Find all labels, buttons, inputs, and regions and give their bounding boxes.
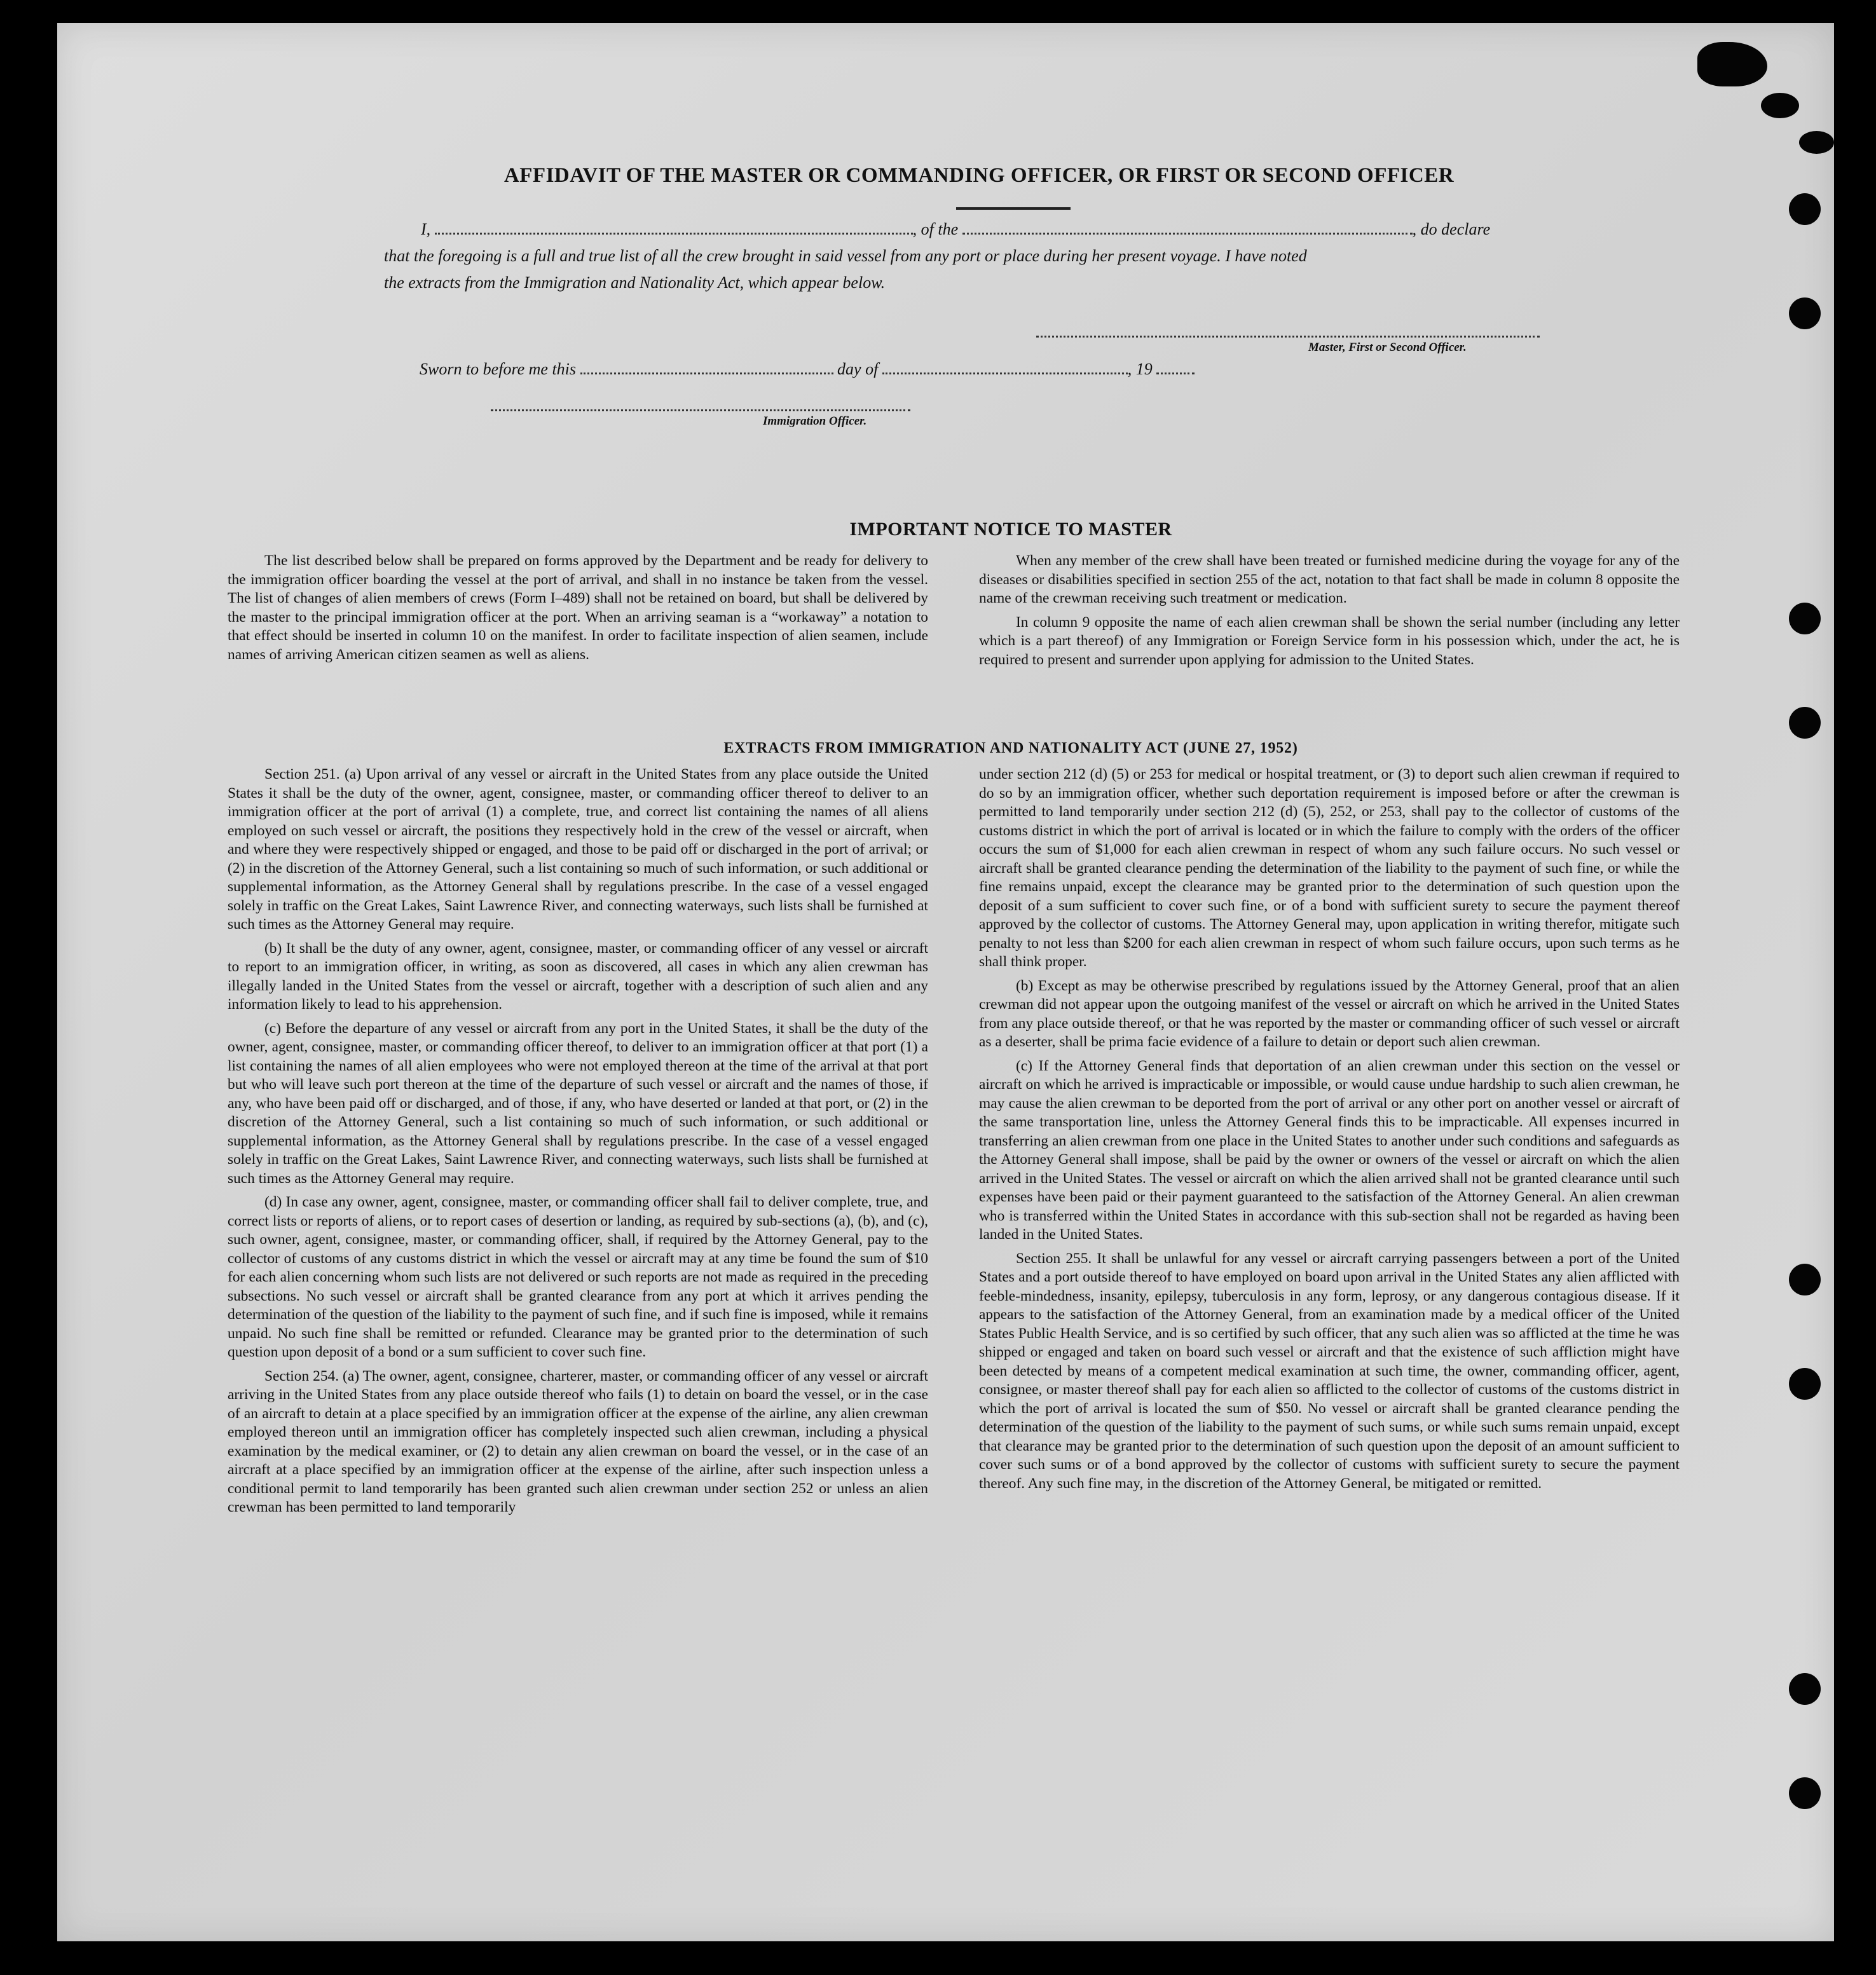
sworn-year: , 19 <box>1127 360 1153 378</box>
torn-edge <box>1761 93 1799 118</box>
binder-hole <box>1789 1777 1821 1809</box>
declaration-line-2: that the foregoing is a full and true list of all the crew brought in said vessel from any port or place during her present voyage. I have noted <box>384 247 1307 265</box>
extract-paragraph: (c) Before the departure of any vessel or aircraft from any port in the United States, it shall be the duty of the owner, agent, consignee, master, or commanding officer thereof, to deliver to an immigration officer at that port (1) a list containing the names of all alien employees who were not employed thereon at the time of the arrival at that port but who will leave such port thereon at the time of the departure of such vessel or aircraft and the names of those, if any, who have been paid off or discharged, and of those, if any, who have deserted or landed at that port, or (2) in the discretion of the Attorney General, such a list containing so much of such information, or such additional or supplemental information, as the Attorney General shall by regulations prescribe. In the case of a vessel engaged solely in traffic on the Great Lakes, Saint Lawrence River, and connecting waterways, such lists shall be furnished at such times as the Attorney General may require. <box>228 1020 928 1187</box>
extracts-right-column <box>979 765 1680 1498</box>
torn-edge <box>1697 42 1767 86</box>
vessel-field[interactable] <box>962 230 1413 235</box>
binder-hole <box>1789 707 1821 739</box>
affidavit-title: AFFIDAVIT OF THE MASTER OR COMMANDING OFFICER, OR FIRST OR SECOND OFFICER <box>503 164 1455 187</box>
binder-hole <box>1789 603 1821 634</box>
document-page <box>57 23 1834 1941</box>
immigration-officer-signature-line[interactable] <box>491 409 910 411</box>
extracts-left-column <box>228 765 928 1522</box>
binder-hole <box>1789 193 1821 225</box>
binder-hole <box>1789 1673 1821 1705</box>
name-field[interactable] <box>435 230 913 235</box>
extracts-title: EXTRACTS FROM IMMIGRATION AND NATIONALITY ACT (JUNE 27, 1952) <box>723 740 1298 756</box>
sworn-line <box>420 360 1195 379</box>
notice-right-paragraph: In column 9 opposite the name of each alien crewman shall be shown the serial number (including any letter which is a part thereof) of any Immigration or Foreign Service form in his possession which, under the act, he is required to present and surrender upon applying for admission to the United States. <box>979 613 1680 668</box>
binder-hole <box>1789 1264 1821 1295</box>
extract-paragraph: (b) Except as may be otherwise prescribed by regulations issued by the Attorney General, proof that an alien crewman did not appear upon the outgoing manifest of the vessel or aircraft on which he arrived in the United States from any place outside thereof, or that he was reported by the master or commanding officer of such vessel or aircraft as a deserter, shall be prima facie evidence of a failure to detain or deport such alien crewman. <box>979 977 1680 1050</box>
extract-paragraph: (c) If the Attorney General finds that deportation of an alien crewman under this section on the vessel or aircraft on which he arrived is impracticable or impossible, or would cause undue hardship to such alien crewman, he may cause the alien crewman to be deported from the port of arrival or any other port on another vessel or aircraft of the same transportation line, unless the Attorney General finds this to be impracticable. All expenses incurred in transferring an alien crewman from one place in the United States to another under such conditions and safeguards as the Attorney General shall impose, shall be paid by the owner or owners of the vessel or aircraft on which the alien arrived in the United States. The vessel or aircraft on which the alien arrived shall not be granted clearance until such expenses have been paid or their payment guaranteed to the satisfaction of the Attorney General. An alien crewman who is transferred within the United States in accordance with this sub-section shall not be regarded as having been landed in the United States. <box>979 1057 1680 1243</box>
extract-paragraph: Section 251. (a) Upon arrival of any vessel or aircraft in the United States from any place outside the United States it shall be the duty of the owner, agent, consignee, master, or commanding officer thereof to deliver to an immigration officer at the port of arrival (1) a complete, true, and correct list containing the names of all aliens employed on such vessel or aircraft, the positions they respectively hold in the crew of the vessel or aircraft, when and where they were respectively shipped or engaged, and those to be paid off or discharged in the port of arrival; or (2) in the discretion of the Attorney General, such a list containing so much of such information, or such additional or supplemental information, as the Attorney General shall by regulations prescribe. In the case of a vessel engaged solely in traffic on the Great Lakes, Saint Lawrence River, and connecting waterways, such lists shall be furnished at such times as the Attorney General may require. <box>228 766 928 933</box>
extract-paragraph: Section 254. (a) The owner, agent, consignee, charterer, master, or commanding officer of any vessel or aircraft arriving in the United States from any place outside thereof who fails (1) to detain on board the vessel, or in the case of an aircraft to detain at a place specified by an immigration officer at the expense of the airline, any alien crewman employed thereon until an immigration officer has completely inspected such alien crewman, including a physical examination by the medical examiner, or (2) to detain any alien crewman on board the vessel, or in the case of an aircraft at a place specified by an immigration officer at the expense of the airline, after such inspection unless a conditional permit to land temporarily has been granted such alien crewman under section 252 or unless an alien crewman has been permitted to land temporarily <box>228 1367 928 1515</box>
torn-edge <box>1799 131 1834 154</box>
declare-do-declare: , do declare <box>1412 220 1491 238</box>
notice-left-paragraph: The list described below shall be prepared on forms approved by the Department and be ready for delivery to the immigration officer boarding the vessel at the port of arrival, and shall in no instance be taken from the vessel. The list of changes of alien members of crews (Form I–489) shall not be retained on board, but shall be delivered by the master to the principal immigration officer at the port. When an arriving seaman is a “workaway” a notation to that effect should be inserted in column 10 on the manifest. In order to facilitate inspection of alien seamen, include names of arriving American citizen seamen as well as aliens. <box>228 552 928 663</box>
master-signature-caption: Master, First or Second Officer. <box>1308 341 1467 354</box>
sworn-prefix: Sworn to before me this <box>420 360 577 378</box>
sworn-year-field[interactable] <box>1156 370 1195 374</box>
notice-right-column <box>979 552 1680 674</box>
declare-of-the: , of the <box>912 220 959 238</box>
immigration-officer-caption: Immigration Officer. <box>763 414 867 428</box>
sworn-day-of: day of <box>837 360 879 378</box>
notice-title: IMPORTANT NOTICE TO MASTER <box>849 519 1172 540</box>
declare-i: I, <box>421 220 431 238</box>
binder-hole <box>1789 297 1821 329</box>
notice-right-paragraph: When any member of the crew shall have been treated or furnished medicine during the voyage for any of the diseases or disabilities specified in section 255 of the act, notation to that fact shall be made in column 8 opposite the name of the crewman receiving such treatment or medication. <box>979 552 1680 606</box>
extract-paragraph: Section 255. It shall be unlawful for any vessel or aircraft carrying passengers between a port of the United States and a port outside thereof to have employed on board upon arrival in the United States any alien afflicted with feeble-mindedness, insanity, epilepsy, tuberculosis in any form, leprosy, or any dangerous contagious disease. If it appears to the satisfaction of the Attorney General, from an examination made by a medical officer of the United States Public Health Service, and is so certified by such officer, that any such alien was so afflicted at the time he was shipped or engaged and taken on board such vessel or aircraft and that the existence of such affliction might have been detected by means of a competent medical examination at such time, the owner, commanding officer, agent, consignee, or master thereof shall pay for each alien so afflicted to the collector of customs of the customs district in which the port of arrival is located the sum of $50. No vessel or aircraft shall be granted clearance pending the determination of the question of the liability to the payment of such sums, or while such sums remain unpaid, except that clearance may be granted prior to the determination of such question upon the deposit of an amount sufficient to cover such sums or of a bond approved by the collector of customs with sufficient surety to secure the payment thereof. Any such fine may, in the discretion of the Attorney General, be mitigated or remitted. <box>979 1250 1680 1492</box>
extract-paragraph: under section 212 (d) (5) or 253 for medical or hospital treatment, or (3) to deport such alien crewman if required to do so by an immigration officer, whether such deportation requirement is imposed before or after the crewman is permitted to land temporarily under section 212 (d) (5), 252, or 253, shall pay to the collector of customs of the customs district in which the port of arrival is located or in which the failure to comply with the orders of the officer occurs the sum of $1,000 for each alien crewman in respect of whom any such failure occurs. No such vessel or aircraft shall be granted clearance pending the determination of the liability to the payment of such fine, or while the fine remains unpaid, except the clearance may be granted prior to the determination of such question upon the deposit of a sum sufficient to cover such fine, or of a bond with sufficient surety to secure the payment thereof approved by the collector of customs. The Attorney General may, upon application in writing therefor, mitigate such penalty to not less than $200 for each alien crewman in respect of whom such failure occurs, upon such terms as he shall think proper. <box>979 766 1680 970</box>
sworn-month-field[interactable] <box>882 370 1128 374</box>
declaration-line-1 <box>421 220 1490 239</box>
extract-paragraph: (d) In case any owner, agent, consignee, master, or commanding officer shall fail to deliver complete, true, and correct lists or reports of aliens, or to report cases of desertion or landing, as required by sub-sections (a), (b), and (c), such owner, agent, consignee, master, or commanding officer, shall, if required by the Attorney General, pay to the collector of customs of any customs district in which the vessel or aircraft may at any time be found the sum of $10 for each alien concerning whom such lists are not delivered or such reports are not made as required in the preceding subsections. No such vessel or aircraft shall be granted clearance from any port at which it arrives pending the determination of the question of the liability to the payment of such fine, and if such fine is imposed, while it remains unpaid. No such fine shall be remitted or refunded. Clearance may be granted prior to the determination of such question upon deposit of a bond or a sum sufficient to cover such fine. <box>228 1194 928 1360</box>
sworn-day-field[interactable] <box>580 370 833 374</box>
declaration-line-3: the extracts from the Immigration and Nationality Act, which appear below. <box>384 273 886 292</box>
extract-paragraph: (b) It shall be the duty of any owner, agent, consignee, master, or commanding officer of any vessel or aircraft to report to an immigration officer, in writing, as soon as discovered, all cases in which any alien crewman has illegally landed in the United States from the vessel or aircraft, together with a description of such alien and any information likely to lead to his apprehension. <box>228 940 928 1013</box>
title-rule <box>956 207 1071 210</box>
binder-hole <box>1789 1368 1821 1400</box>
master-signature-line[interactable] <box>1036 336 1540 338</box>
notice-left-column <box>228 552 928 669</box>
